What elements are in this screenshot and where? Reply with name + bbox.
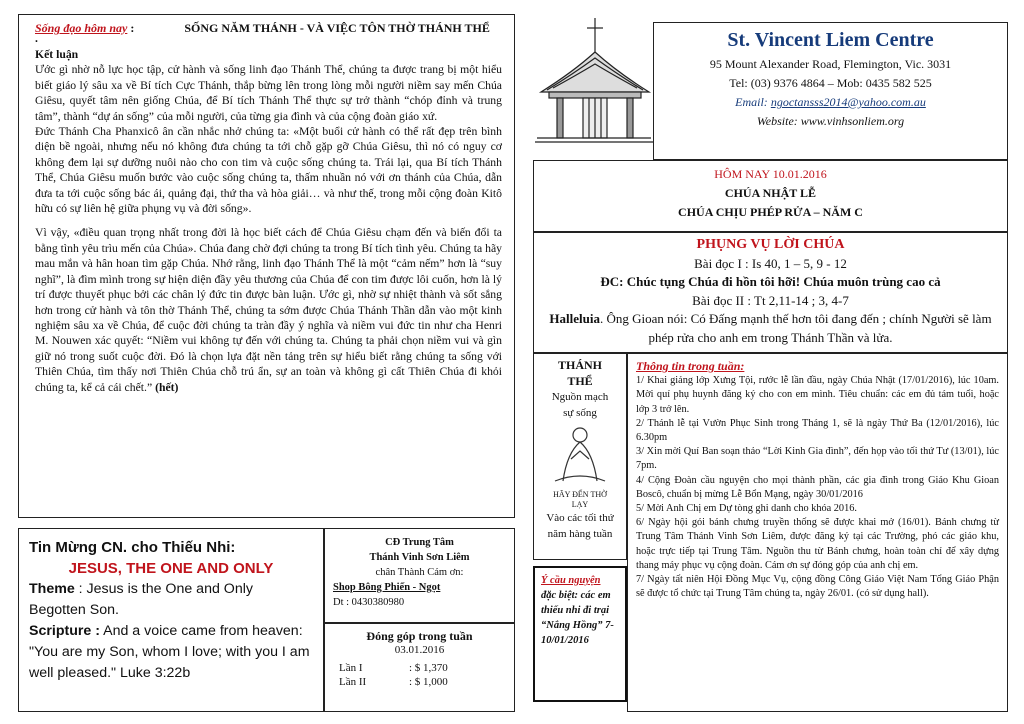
centre-email: Email: ngoctansss2014@yahoo.com.au — [735, 95, 926, 109]
donation-box — [324, 623, 515, 712]
church-logo — [533, 14, 653, 144]
adoration-sub-1: Nguồn mạch — [551, 391, 609, 403]
article-title: SỐNG NĂM THÁNH - VÀ VIỆC TÔN THỜ THÁNH THỂ — [184, 21, 490, 35]
prayer-body: đặc biệt: các em thiếu nhi đi trại “Nắng Hồng” 7-10/01/2016 — [541, 590, 614, 646]
centre-phone: Tel: (03) 9376 4864 – Mob: 0435 582 525 — [729, 76, 932, 90]
donation-date: 03.01.2016 — [394, 644, 445, 656]
thanks-line-3: chân Thành Cám ơn: — [375, 567, 464, 578]
article-paragraph-3: Vì vậy, «điều quan trọng nhất trong đời là học biết cách để Chúa Giêsu chạm đến và biến đổi ta bằng tình yêu trìu mến của Chúa». Chúa đang chờ đợi chúng ta trong Bí tích tình yêu. Chúng ta hãy mau mắn và hân hoan tìm gặp Chúa. Nhớ rằng, linh đạo Thánh Thể là một “cảm nếm” hơn là “suy nghĩ”, là đìm mình trong sự hiện diện đầy yêu thương của Chúa để con tim được lôi cuốn, hơn là lý trí được thuyết phục bởi các chân lý đức tin được bàn luận. Ước gì, nhờ sự nhiệt thành và sốt sắng hơn trong cử hành và tôn thờ Thánh Thể, chúng ta sớm được Chúa Thánh Thần dẫn vào một kinh nghiệm sâu xa về Chúa, để cuộc đời chúng ta tràn đầy ý nghĩa và niềm vui đức tin như cha Henri M. Nouwen xác quyết: “Niềm vui không tự đến với chúng ta. Chúng ta phải chọn niềm vui và gìn giữ nó trong suốt cuộc đời. Đó là chọn lựa đặt nền tảng trên sự hiểu biết rằng chúng ta sống với Thiên Chúa, tìm thấy nơi Thiên Chúa chỗ trú ẩn, sự an toàn và không gì cất Thiên Chúa đi khỏi chúng ta, kể cả cái chết.” (hết) — [35, 226, 502, 394]
adoration-sub-2: sự sống — [563, 407, 597, 419]
info-item: 4/ Cộng Đoàn cầu nguyện cho mọi thành phần, các gia đình trong Giáo Khu Gioan Boscô, chuẩn bị mừng Lễ Bổn Mạng, ngày 30/01/2016 — [636, 474, 999, 500]
centre-address: 95 Mount Alexander Road, Flemington, Vic. 3031 — [709, 57, 952, 71]
donation-title: Đóng góp trong tuần — [366, 629, 473, 643]
prayer-title: Ý cầu nguyện — [541, 575, 601, 586]
liturgy-alleluia: Halleluia. Ông Gioan nói: Có Đấng mạnh thế hơn tôi đang đến ; chính Người sẽ làm phép rửa cho anh em trong Thánh Thần và lửa. — [549, 311, 992, 345]
thanks-shop: Shop Bông Phiến - Ngọt — [333, 582, 441, 593]
kids-title: JESUS, THE ONE AND ONLY — [68, 560, 274, 577]
church-gate-icon — [533, 14, 653, 144]
thanks-phone: Dt : 0430380980 — [333, 597, 405, 608]
centre-name: St. Vincent Liem Centre — [727, 29, 934, 51]
centre-header-box — [653, 22, 1008, 160]
weekly-info-box — [627, 353, 1008, 712]
thanks-box — [324, 528, 515, 623]
email-link[interactable]: ngoctansss2014@yahoo.com.au — [770, 95, 926, 109]
donation-row: Lần I : $ 1,370 — [339, 662, 448, 674]
adoration-image-text-1: HÃY ĐẾN THỜ — [553, 490, 607, 499]
info-title: Thông tin trong tuần: — [636, 359, 745, 373]
article-paragraph-2: Đức Thánh Cha Phanxicô ân cần nhắc nhở chúng ta: «Một buổi cử hành có thể rất đẹp trên bình diện bề ngoài, nhưng nếu nó không đưa chúng ta tới chỗ gặp gỡ Chúa Giêsu, thì nó có nguy cơ không đem lại sự dưỡng nuôi nào cho con tim và cuộc sống chúng ta. Trái lại, qua Bí tích Thánh Thể, Chúa Giêsu muốn bước vào cuộc sống chúng ta, thấm nhuần nó với ơn thánh của Chúa, dẫn đưa ta tới cuộc sống bác ái, quảng đại, thứ tha và hòa giải… và như thế, trong mỗi cộng đoàn Kitô hữu có sự liên hệ giữa phụng vụ và đời sống». — [35, 125, 502, 216]
info-item: 3/ Xin mời Quí Ban soạn thảo “Lời Kinh Gia đình”, đến họp vào tối thứ Tư (13/01), lúc 7pm. — [636, 446, 999, 472]
kids-gospel-box — [18, 528, 324, 712]
article-end: (hết) — [155, 380, 179, 394]
kids-theme: Theme : Jesus is the One and Only Begotten Son. — [29, 581, 253, 618]
kids-heading: Tin Mừng CN. cho Thiếu Nhi: — [29, 539, 236, 556]
article-section-label: Sống đạo hôm nay : — [35, 21, 135, 35]
article-header — [35, 21, 502, 35]
article-dot: . — [35, 32, 38, 45]
liturgy-reading-1: Bài đọc I : Is 40, 1 – 5, 9 - 12 — [694, 255, 847, 271]
info-item: 1/ Khai giảng lớp Xưng Tội, rước lễ lần đầu, ngày Chúa Nhật (17/01/2016), lúc 10am. Mời quí phụ huynh đăng ký cho con em mình. Tiêu chuẩn: các em đủ tám tuổi, hoặc lớp 3 trở lên. — [636, 375, 999, 415]
donation-row: Lần II : $ 1,000 — [339, 676, 448, 688]
liturgy-reading-2: Bài đọc II : Tt 2,11-14 ; 3, 4-7 — [692, 292, 849, 308]
liturgy-psalm: ĐC: Chúc tụng Chúa đi hồn tôi hỡi! Chúa muôn trùng cao cả — [600, 274, 941, 289]
adoration-image-text-2: LẠY — [571, 500, 589, 509]
info-item: 7/ Ngày tất niên Hội Đồng Mục Vụ, cộng đồng Công Giáo Việt Nam Tổng Giáo Phận sẽ được tổ chức tại Trung Tâm chúng ta, ngày 26/01. (có sử dụng hall). — [636, 574, 999, 600]
info-item: 2/ Thánh lễ tại Vườn Phục Sinh trong Tháng 1, sẽ là ngày Thứ Ba (12/01/2016), lúc 6.30pm — [636, 417, 999, 444]
adoration-box — [533, 353, 627, 560]
info-item: 6/ Ngày hội gói bánh chưng truyền thống sẽ được khai mở (16/01). Bánh chưng từ Trung Tâm Thánh Vinh Sơn Liêm, được đăng ký tại các Trường, phó các giáo khu, hoặc trực tiếp tại Trung Tâm. Nguồn thu từ Bánh chưng, hoàn toàn chỉ để xây dựng thang máy phục vụ cộng đoàn. Cám ơn sự đóng góp của anh chị em. — [636, 517, 999, 571]
centre-website[interactable]: Website: www.vinhsonliem.org — [756, 114, 905, 128]
info-item: 5/ Mời Anh Chị em Dự tòng ghi danh cho khóa 2016. — [636, 503, 857, 515]
today-line-1: CHÚA NHẬT LỄ — [724, 186, 817, 200]
adoration-schedule-2: năm hàng tuần — [547, 528, 613, 540]
adoration-schedule-1: Vào các tối thứ — [546, 512, 614, 524]
liturgy-title: PHỤNG VỤ LỜI CHÚA — [696, 237, 845, 252]
thanks-line-1: CĐ Trung Tâm — [385, 537, 454, 548]
article-box — [18, 14, 515, 518]
liturgy-box — [533, 232, 1008, 353]
adoration-title-2: THỂ — [567, 374, 593, 388]
adoration-title-1: THÁNH — [557, 358, 602, 372]
thanks-line-2: Thánh Vinh Sơn Liêm — [369, 552, 470, 563]
praying-figure-icon — [545, 423, 615, 485]
article-subheading: Kết luận — [35, 48, 79, 61]
today-box — [533, 160, 1008, 232]
kids-scripture: Scripture : And a voice came from heaven: "You are my Son, whom I love; with you I am well pleased." Luke 3:22b — [29, 623, 310, 681]
today-date: HÔM NAY 10.01.2016 — [714, 167, 827, 181]
article-paragraph-1: Ước gì nhờ nỗ lực học tập, cử hành và sống linh đạo Thánh Thể, chúng ta được trang bị một hiểu biết giáo lý sâu xa về Bí tích Cực Thánh, thắp bừng lên trong lòng mỗi người niềm say mến Chúa Giêsu, quyết tâm nên giống Chúa, để Bí tích Thánh Thể thực sự trở thành “chóp đỉnh và trung tâm”, thành “dự án sống” của mỗi người, của từng gia đình và của cộng đoàn giáo xứ. — [35, 63, 502, 123]
prayer-intention-box — [533, 566, 627, 702]
today-line-2: CHÚA CHỊU PHÉP RỬA – NĂM C — [678, 205, 863, 219]
